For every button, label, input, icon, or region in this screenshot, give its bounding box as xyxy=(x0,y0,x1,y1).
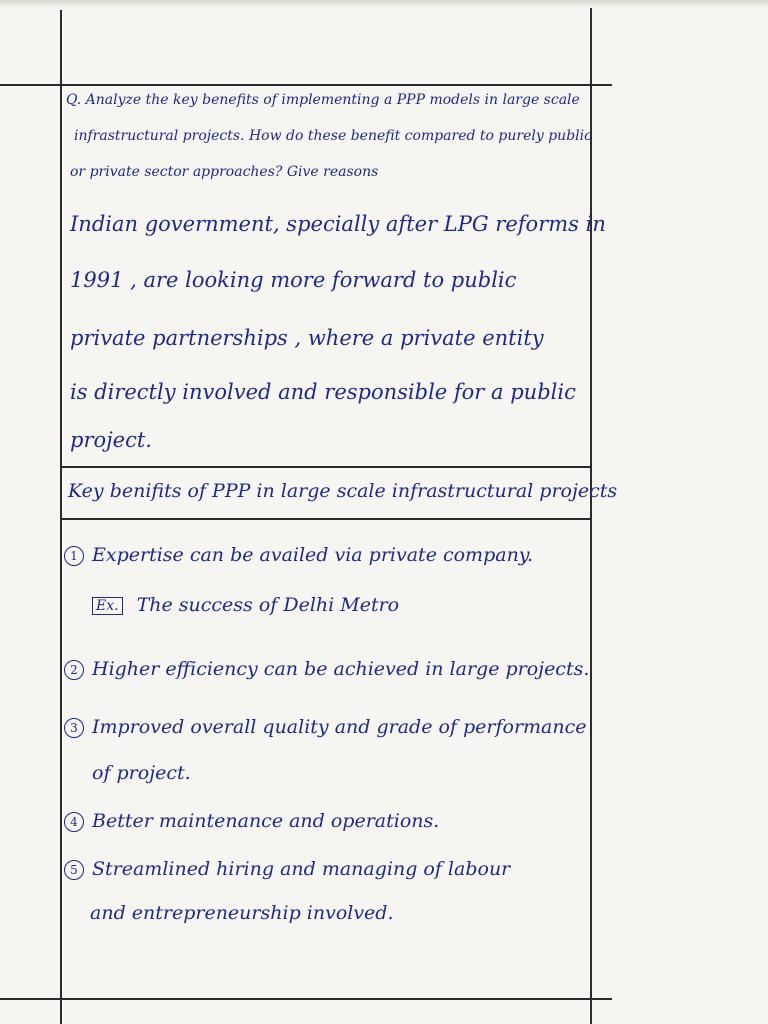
point-text: Expertise can be availed via private company. xyxy=(92,544,534,566)
question-line-1: Q. Analyze the key benefits of implementing a PPP models in large scale xyxy=(66,92,580,108)
example-tag: Ex. xyxy=(92,597,123,615)
bottom-rule xyxy=(0,998,612,1000)
question-line-2: infrastructural projects. How do these benefit compared to purely public xyxy=(74,128,592,144)
point-number: 5 xyxy=(64,860,84,880)
point-text: Higher efficiency can be achieved in large projects. xyxy=(92,658,590,680)
point-text: Improved overall quality and grade of performance xyxy=(92,716,587,738)
right-margin-line xyxy=(590,8,592,1024)
question-line-3: or private sector approaches? Give reasons xyxy=(70,164,379,180)
point-1 xyxy=(64,544,533,566)
point-text: Streamlined hiring and managing of labour xyxy=(92,858,511,880)
example-row xyxy=(92,594,399,616)
point-number: 3 xyxy=(64,718,84,738)
intro-line-5: project. xyxy=(70,428,152,452)
point-3 xyxy=(64,716,587,738)
point-2 xyxy=(64,658,589,680)
top-rule xyxy=(0,84,612,86)
point-number: 1 xyxy=(64,546,84,566)
intro-line-3: private partnerships , where a private entity xyxy=(70,326,544,350)
point-4 xyxy=(64,810,439,832)
point-text: Better maintenance and operations. xyxy=(92,810,440,832)
heading-box-bottom xyxy=(60,518,590,520)
point-5 xyxy=(64,858,510,880)
heading-box-top xyxy=(60,466,590,468)
intro-line-2: 1991 , are looking more forward to public xyxy=(70,268,517,292)
point-number: 4 xyxy=(64,812,84,832)
left-margin-line xyxy=(60,10,62,1024)
point-3-continued: of project. xyxy=(92,762,191,784)
page-edge xyxy=(0,0,768,8)
point-5-continued: and entrepreneurship involved. xyxy=(90,902,394,924)
section-heading: Key benifits of PPP in large scale infrastructural projects xyxy=(68,480,618,502)
point-number: 2 xyxy=(64,660,84,680)
intro-line-1: Indian government, specially after LPG reforms in xyxy=(70,212,606,236)
example-text: The success of Delhi Metro xyxy=(136,594,400,616)
intro-line-4: is directly involved and responsible for a public xyxy=(70,380,576,404)
